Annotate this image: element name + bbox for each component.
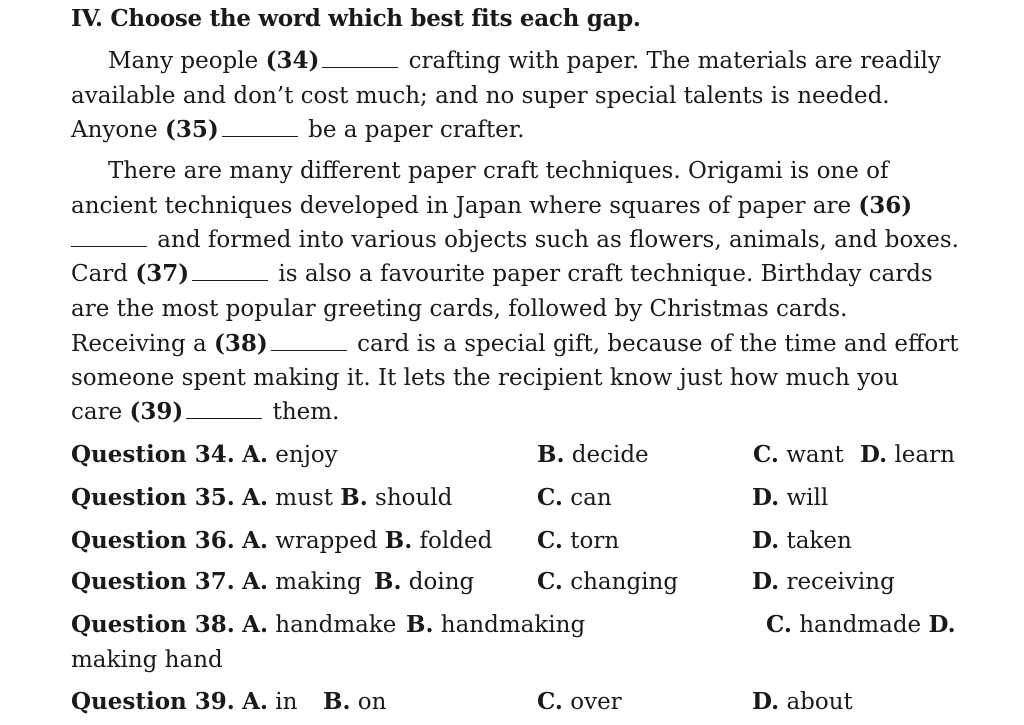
- q35-option-c: can: [570, 485, 612, 511]
- para2-line3: and formed into various objects such as flowers, animals, and boxes.: [71, 225, 959, 255]
- gap-39-number: (39): [129, 398, 184, 425]
- q36-option-b[interactable]: folded: [419, 528, 493, 554]
- q36-option-c-wrap[interactable]: C. torn: [537, 527, 620, 554]
- q35-option-a[interactable]: must: [275, 485, 333, 511]
- gap-35-number: (35): [165, 116, 219, 143]
- q35-option-d-wrap[interactable]: D. will: [752, 484, 829, 511]
- q37-option-c: changing: [570, 569, 679, 595]
- q34-option-c: want: [786, 442, 844, 468]
- q39-option-d-wrap[interactable]: D. about: [752, 688, 853, 715]
- question-34: Question 34. A. enjoy: [71, 441, 338, 468]
- gap-34-blank: [322, 49, 398, 68]
- q34-option-d-wrap[interactable]: D. learn: [860, 441, 955, 468]
- q39-option-a[interactable]: in: [275, 689, 298, 715]
- q35-option-c-wrap[interactable]: C. can: [537, 484, 612, 511]
- gap-39-blank: [186, 400, 262, 419]
- gap-34-number: (34): [265, 47, 320, 74]
- q39-option-c-wrap[interactable]: C. over: [537, 688, 622, 715]
- q37-option-d: receiving: [786, 569, 895, 595]
- question-39: Question 39. A. in: [71, 688, 298, 715]
- gap-38-number: (38): [214, 330, 268, 357]
- q36-option-d-wrap[interactable]: D. taken: [752, 527, 852, 554]
- question-35: Question 35. A. must B. should: [71, 484, 453, 511]
- gap-36-blank: [71, 228, 147, 247]
- q35-option-d: will: [786, 485, 829, 511]
- q39-option-b-wrap[interactable]: B. on: [323, 688, 387, 715]
- q34-option-b-wrap[interactable]: B. decide: [537, 441, 649, 468]
- q38-option-c: handmade: [799, 612, 922, 638]
- question-36: Question 36. A. wrapped B. folded: [71, 527, 493, 554]
- gap-37-number: (37): [135, 260, 190, 287]
- question-37: Question 37. A. making: [71, 568, 362, 595]
- para2-line5: are the most popular greeting cards, followed by Christmas cards.: [71, 296, 848, 322]
- q39-option-c: over: [570, 689, 622, 715]
- q38-option-d[interactable]: making hand: [71, 647, 223, 673]
- gap-37-blank: [192, 262, 268, 281]
- q35-option-b[interactable]: should: [375, 485, 453, 511]
- para2-line2: ancient techniques developed in Japan where squares of paper are (36): [71, 192, 913, 219]
- q36-option-d: taken: [786, 528, 852, 554]
- para2-line6: Receiving a (38) card is a special gift, because of the time and effort: [71, 330, 959, 357]
- para1-line2: available and don’t cost much; and no super special talents is needed.: [71, 83, 890, 109]
- para2-line8: care (39) them.: [71, 398, 340, 425]
- q37-option-d-wrap[interactable]: D. receiving: [752, 568, 895, 595]
- q38-option-b-wrap[interactable]: B. handmaking: [406, 611, 586, 638]
- q34-option-b: decide: [571, 442, 649, 468]
- q34-option-a[interactable]: enjoy: [275, 442, 338, 468]
- para1-line1: Many people (34) crafting with paper. The materials are readily: [108, 47, 941, 74]
- q36-option-a[interactable]: wrapped: [275, 528, 378, 554]
- q37-option-b-wrap[interactable]: B. doing: [374, 568, 475, 595]
- q36-option-c: torn: [570, 528, 620, 554]
- q38-option-c-wrap[interactable]: C. handmade D.: [766, 611, 956, 638]
- q37-option-b: doing: [408, 569, 475, 595]
- para1-line3: Anyone (35) be a paper crafter.: [71, 116, 525, 143]
- q39-option-b: on: [357, 689, 387, 715]
- section-heading: IV. Choose the word which best fits each gap.: [71, 5, 641, 32]
- q37-option-a[interactable]: making: [275, 569, 362, 595]
- para2-line7: someone spent making it. It lets the recipient know just how much you: [71, 365, 899, 391]
- para2-line4: Card (37) is also a favourite paper craft technique. Birthday cards: [71, 260, 933, 287]
- q37-option-c-wrap[interactable]: C. changing: [537, 568, 679, 595]
- q38-option-a[interactable]: handmake: [275, 612, 397, 638]
- q34-option-d: learn: [894, 442, 955, 468]
- q38-option-b: handmaking: [440, 612, 586, 638]
- gap-36-number: (36): [858, 192, 913, 219]
- para2-line1: There are many different paper craft techniques. Origami is one of: [108, 158, 889, 184]
- gap-35-blank: [222, 118, 298, 137]
- q39-option-d: about: [786, 689, 853, 715]
- question-38: Question 38. A. handmake: [71, 611, 397, 638]
- q34-option-c-wrap[interactable]: C. want: [753, 441, 844, 468]
- gap-38-blank: [271, 332, 347, 351]
